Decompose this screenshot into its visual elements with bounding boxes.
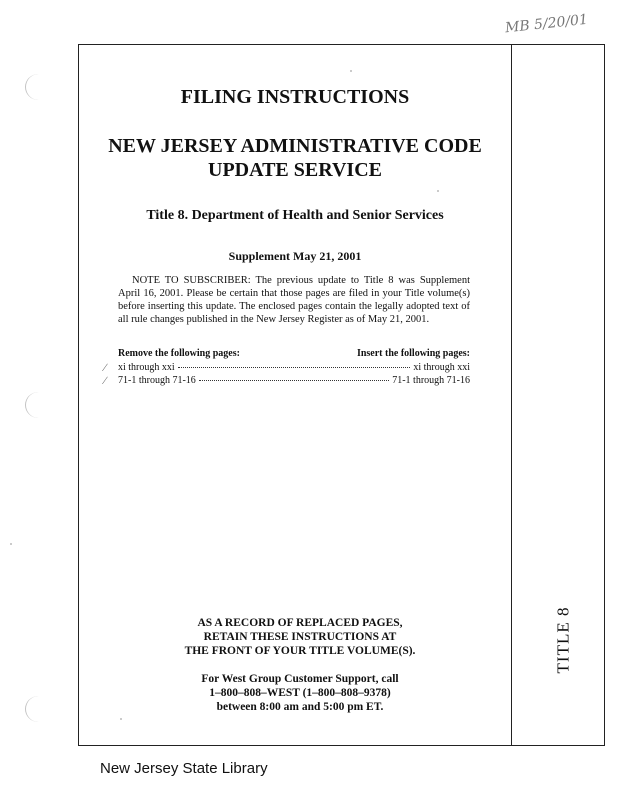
scan-speck — [350, 70, 352, 72]
record-notice — [140, 616, 460, 658]
support-info — [140, 672, 460, 714]
scan-speck — [120, 718, 122, 720]
remove-pages: xi through xxi — [118, 362, 175, 373]
code-heading — [90, 134, 500, 182]
record-notice-line2: RETAIN THESE INSTRUCTIONS AT — [203, 631, 397, 643]
code-heading-line2: UPDATE SERVICE — [208, 159, 382, 181]
table-row — [118, 362, 470, 373]
punch-hole-mark — [25, 74, 52, 100]
subscriber-note — [118, 274, 470, 326]
dot-leader — [178, 367, 411, 368]
pages-table-header — [118, 348, 470, 359]
check-mark-icon: ∕ — [104, 375, 106, 387]
subscriber-note-text: NOTE TO SUBSCRIBER: The previous update to Title 8 was Supplement April 16, 2001. Please be certain that those pages are filed in your Title volume(s) before inserting this update. The enclosed pages contain the legally adopted text of all rule changes published in the New Jersey Register as of May 21, 2001. — [118, 275, 470, 325]
scan-speck — [437, 190, 439, 192]
supplement-heading: Supplement May 21, 2001 — [228, 249, 362, 263]
support-line2: 1–800–808–WEST (1–800–808–9378) — [209, 687, 391, 699]
insert-pages: xi through xxi — [413, 362, 470, 373]
scan-speck — [10, 543, 12, 545]
title-heading: Title 8. Department of Health and Senior Services — [146, 208, 444, 223]
punch-hole-mark — [25, 392, 52, 418]
record-notice-line3: THE FRONT OF YOUR TITLE VOLUME(S). — [184, 645, 416, 657]
support-line3: between 8:00 am and 5:00 pm ET. — [216, 701, 384, 713]
support-line1: For West Group Customer Support, call — [201, 673, 399, 685]
check-mark-icon: ∕ — [104, 362, 106, 374]
filing-instructions-heading: FILING INSTRUCTIONS — [180, 86, 410, 108]
side-tab-label: TITLE 8 — [553, 606, 573, 674]
insert-header: Insert the following pages: — [356, 348, 470, 359]
insert-pages: 71-1 through 71-16 — [392, 375, 470, 386]
punch-hole-mark — [25, 696, 52, 722]
side-tab — [548, 585, 578, 695]
table-row — [118, 375, 470, 386]
dot-leader — [199, 380, 389, 381]
code-heading-line1: NEW JERSEY ADMINISTRATIVE CODE — [108, 135, 482, 157]
record-notice-line1: AS A RECORD OF REPLACED PAGES, — [197, 617, 403, 629]
remove-pages: 71-1 through 71-16 — [118, 375, 196, 386]
remove-header: Remove the following pages: — [118, 348, 240, 359]
handwritten-note: MB 5/20/01 — [504, 11, 589, 37]
library-stamp: New Jersey State Library — [100, 760, 268, 777]
